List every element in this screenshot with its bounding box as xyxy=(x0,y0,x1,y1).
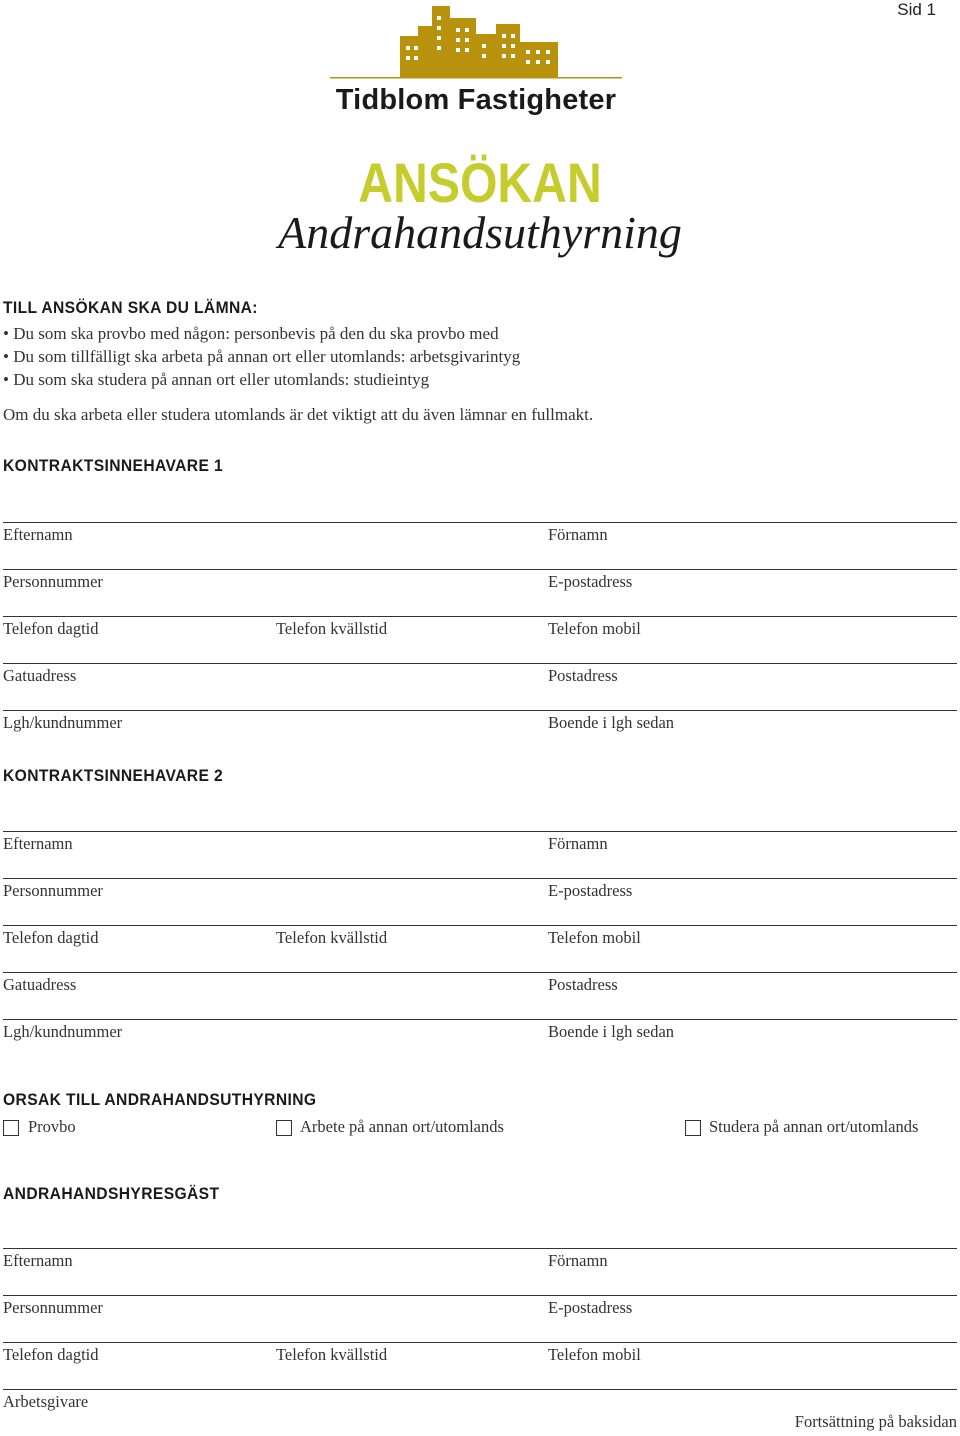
subtenant-blank-1-field xyxy=(276,1390,544,1434)
requirement-item: • Du som tillfälligt ska arbeta på annan ort eller utomlands: arbetsgivarintyg xyxy=(3,345,520,368)
holder1-blank-1-field xyxy=(276,664,544,708)
holder2-blank-1-field xyxy=(276,879,544,923)
holder2-efternamn-label: Efternamn xyxy=(3,834,73,853)
holder2-personnummer-label: Personnummer xyxy=(3,881,103,900)
holder1-telefon-dagtid-label: Telefon dagtid xyxy=(3,619,99,638)
holder1-blank-1-field xyxy=(276,570,544,614)
holder2-heading: KONTRAKTSINNEHAVARE 2 xyxy=(3,766,224,785)
holder2-boende-i-lgh-sedan-label: Boende i lgh sedan xyxy=(548,1022,675,1041)
holder2-blank-1-field xyxy=(276,973,544,1017)
page-subtitle: Andrahandsuthyrning xyxy=(278,207,682,258)
subtenant-arbetsgivare-label: Arbetsgivare xyxy=(3,1392,89,1411)
holder1-boende-i-lgh-sedan-label: Boende i lgh sedan xyxy=(548,713,675,732)
subtenant-blank-1-field xyxy=(276,1296,544,1340)
holder2-blank-1-field xyxy=(276,832,544,876)
provbo-label: Provbo xyxy=(28,1117,76,1136)
holder2-blank-1-field xyxy=(276,1020,544,1064)
holder2-gatuadress-label: Gatuadress xyxy=(3,975,77,994)
requirement-item: • Du som ska studera på annan ort eller utomlands: studieintyg xyxy=(3,368,520,391)
work-elsewhere-label: Arbete på annan ort/utomlands xyxy=(300,1117,504,1136)
holder2-lgh-kundnummer-label: Lgh/kundnummer xyxy=(3,1022,123,1041)
holder2-fornamn-label: Förnamn xyxy=(548,834,608,853)
holder1-telefon-mobil-label: Telefon mobil xyxy=(548,619,641,638)
continued-note: Fortsättning på baksidan xyxy=(794,1412,957,1431)
intro-heading: TILL ANSÖKAN SKA DU LÄMNA: xyxy=(3,298,258,317)
holder1-lgh-kundnummer-label: Lgh/kundnummer xyxy=(3,713,123,732)
holder1-telefon-kvallstid-label: Telefon kvällstid xyxy=(276,619,388,638)
reason-heading: ORSAK TILL ANDRAHANDSUTHYRNING xyxy=(3,1090,317,1109)
holder1-blank-1-field xyxy=(276,523,544,567)
study-elsewhere-label: Studera på annan ort/utomlands xyxy=(709,1117,919,1136)
holder1-blank-1-field xyxy=(276,711,544,755)
page-title: ANSÖKAN xyxy=(358,151,602,214)
provbo-checkbox[interactable] xyxy=(3,1120,19,1136)
brand-name: Tidblom Fastigheter xyxy=(335,84,617,116)
requirements-list xyxy=(3,322,520,391)
holder1-postadress-label: Postadress xyxy=(548,666,618,685)
subtenant-fornamn-field[interactable] xyxy=(548,1249,957,1293)
subtenant-heading: ANDRAHANDSHYRESGÄST xyxy=(3,1184,220,1203)
holder2-telefon-dagtid-label: Telefon dagtid xyxy=(3,928,99,947)
subtenant-telefon-kvallstid-label: Telefon kvällstid xyxy=(276,1345,388,1364)
holder1-heading: KONTRAKTSINNEHAVARE 1 xyxy=(3,456,224,475)
subtenant-telefon-dagtid-label: Telefon dagtid xyxy=(3,1345,99,1364)
requirement-item: • Du som ska provbo med någon: personbevis på den du ska provbo med xyxy=(3,322,520,345)
holder2-e-postadress-label: E-postadress xyxy=(548,881,633,900)
holder2-telefon-kvallstid-label: Telefon kvällstid xyxy=(276,928,388,947)
subtenant-personnummer-label: Personnummer xyxy=(3,1298,103,1317)
holder1-personnummer-label: Personnummer xyxy=(3,572,103,591)
intro-note: Om du ska arbeta eller studera utomlands är det viktigt att du även lämnar en fullmakt. xyxy=(3,405,594,424)
holder1-gatuadress-label: Gatuadress xyxy=(3,666,77,685)
holder1-fornamn-field[interactable] xyxy=(548,523,957,567)
work-elsewhere-checkbox[interactable] xyxy=(276,1120,292,1136)
subtenant-e-postadress-label: E-postadress xyxy=(548,1298,633,1317)
holder1-e-postadress-label: E-postadress xyxy=(548,572,633,591)
study-elsewhere-checkbox[interactable] xyxy=(685,1120,701,1136)
subtenant-efternamn-label: Efternamn xyxy=(3,1251,73,1270)
holder1-fornamn-label: Förnamn xyxy=(548,525,608,544)
holder2-fornamn-field[interactable] xyxy=(548,832,957,876)
page-number: Sid 1 xyxy=(897,0,936,19)
subtenant-fornamn-label: Förnamn xyxy=(548,1251,608,1270)
subtenant-telefon-mobil-label: Telefon mobil xyxy=(548,1345,641,1364)
holder2-postadress-label: Postadress xyxy=(548,975,618,994)
holder1-efternamn-label: Efternamn xyxy=(3,525,73,544)
subtenant-blank-1-field xyxy=(276,1249,544,1293)
holder2-telefon-mobil-label: Telefon mobil xyxy=(548,928,641,947)
